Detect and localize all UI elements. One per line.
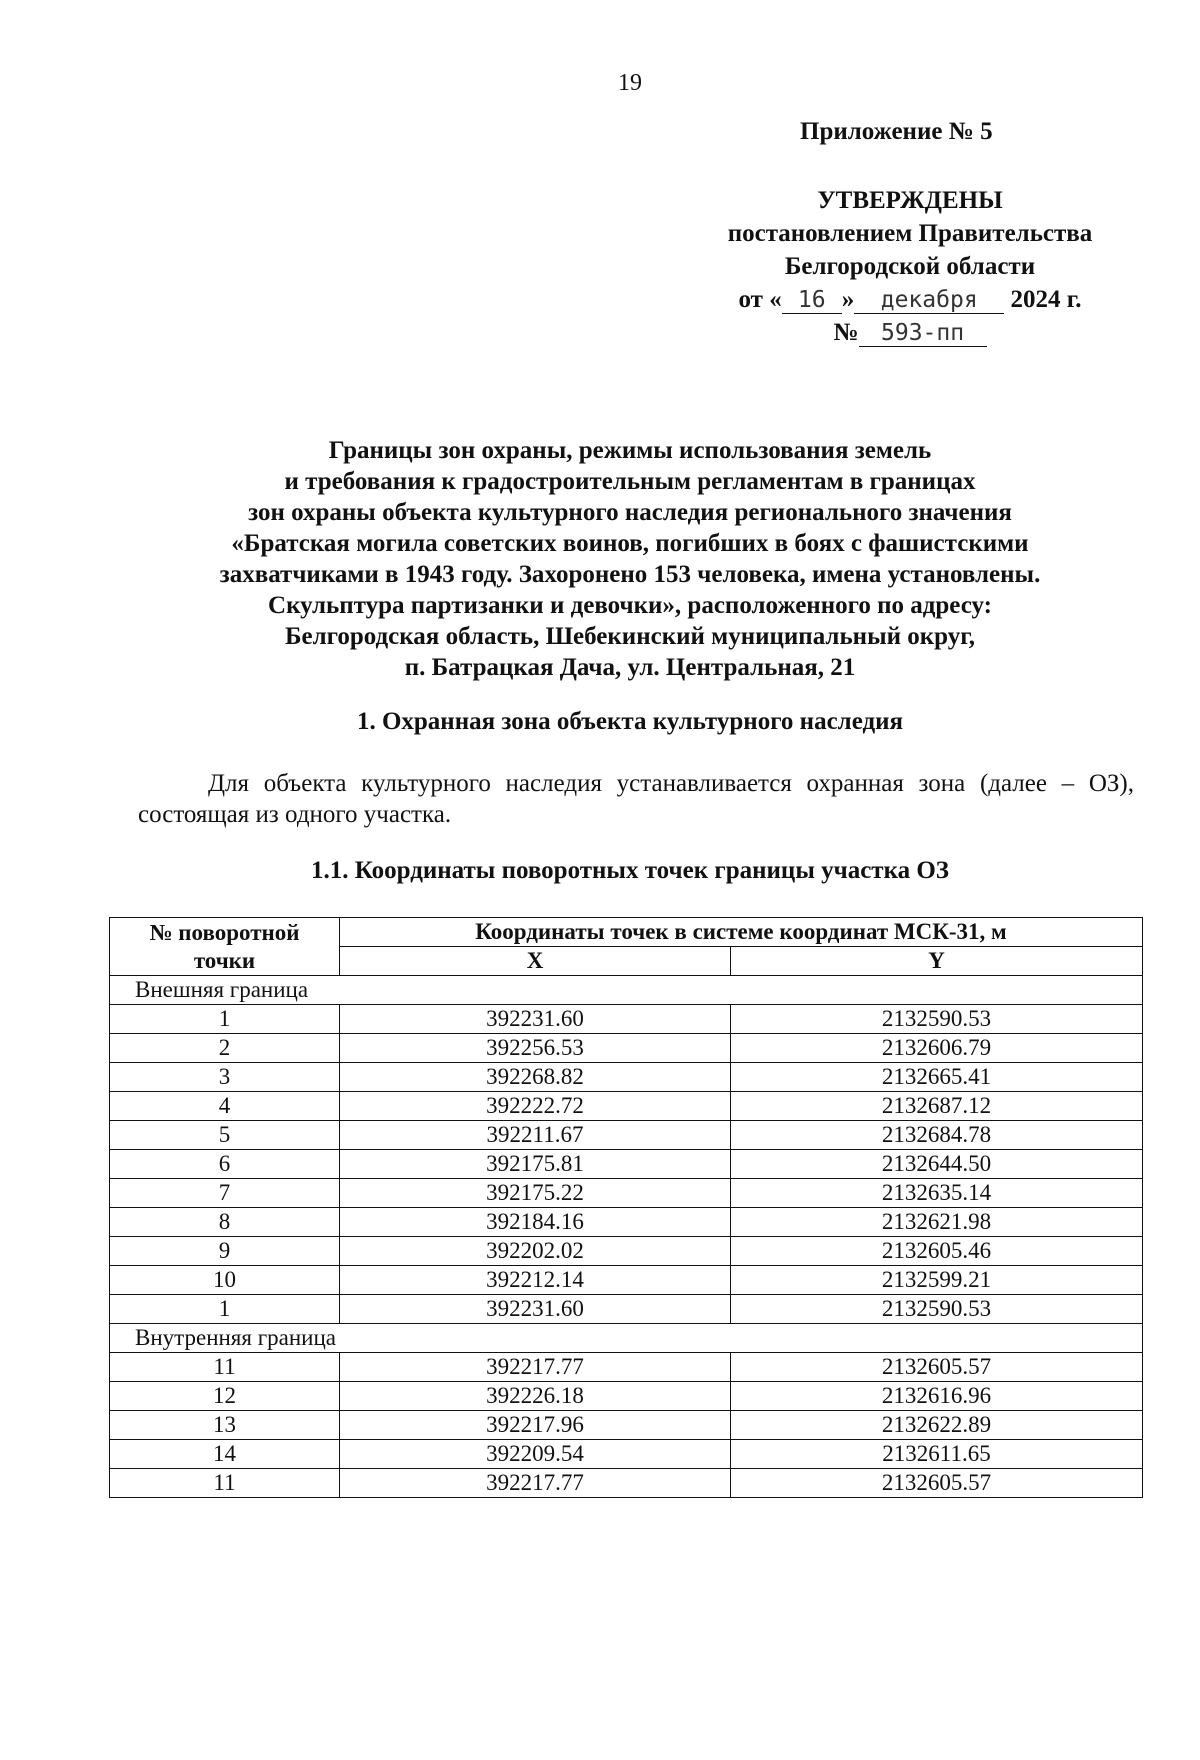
y-coordinate-cell: 2132622.89 <box>731 1411 1143 1440</box>
date-mid: » <box>841 286 855 313</box>
y-coordinate-cell: 2132665.41 <box>731 1063 1143 1092</box>
x-coordinate-cell: 392226.18 <box>340 1382 731 1411</box>
point-number-cell: 6 <box>110 1150 340 1179</box>
point-number-cell: 9 <box>110 1237 340 1266</box>
x-coordinate-cell: 392231.60 <box>340 1295 731 1324</box>
x-coordinate-cell: 392222.72 <box>340 1092 731 1121</box>
y-coordinate-cell: 2132606.79 <box>731 1034 1143 1063</box>
point-number-cell: 8 <box>110 1208 340 1237</box>
x-coordinate-cell: 392217.77 <box>340 1469 731 1498</box>
coordinates-table <box>109 917 1143 1498</box>
point-number-cell: 3 <box>110 1063 340 1092</box>
table-row <box>110 1005 1143 1034</box>
group-row <box>110 1324 1143 1353</box>
point-number-cell: 1 <box>110 1005 340 1034</box>
y-coordinate-cell: 2132644.50 <box>731 1150 1143 1179</box>
table-row <box>110 1121 1143 1150</box>
y-coordinate-cell: 2132621.98 <box>731 1208 1143 1237</box>
x-coordinate-cell: 392202.02 <box>340 1237 731 1266</box>
y-coordinate-cell: 2132590.53 <box>731 1295 1143 1324</box>
point-number-cell: 10 <box>110 1266 340 1295</box>
x-coordinate-cell: 392231.60 <box>340 1005 731 1034</box>
table-row <box>110 1150 1143 1179</box>
point-number-cell: 11 <box>110 1353 340 1382</box>
y-coordinate-cell: 2132605.57 <box>731 1353 1143 1382</box>
table-row <box>110 1034 1143 1063</box>
appendix-label: Приложение № 5 <box>800 118 993 145</box>
title-line: и требования к градостроительным регламентам в границах <box>284 468 976 495</box>
y-coordinate-cell: 2132590.53 <box>731 1005 1143 1034</box>
x-coordinate-cell: 392175.22 <box>340 1179 731 1208</box>
table-row <box>110 1179 1143 1208</box>
approved-region: Белгородской области <box>784 253 1036 280</box>
decree-number: 593-пп <box>859 320 987 347</box>
table-row <box>110 1237 1143 1266</box>
date-month: декабря <box>854 287 1004 314</box>
point-number-cell: 5 <box>110 1121 340 1150</box>
title-line: п. Батрацкая Дача, ул. Центральная, 21 <box>404 654 856 681</box>
title-line: захватчиками в 1943 году. Захоронено 153 человека, имена установлены. <box>219 561 1041 588</box>
table-body <box>110 976 1143 1498</box>
date-year: 2024 г. <box>1010 286 1082 313</box>
title-line: зон охраны объекта культурного наследия регионального значения <box>248 499 1012 526</box>
point-number-cell: 12 <box>110 1382 340 1411</box>
title-line: Белгородская область, Шебекинский муниципальный округ, <box>284 623 976 650</box>
table-row <box>110 1208 1143 1237</box>
approval-date <box>700 283 1120 316</box>
table-row <box>110 1440 1143 1469</box>
y-coordinate-cell: 2132611.65 <box>731 1440 1143 1469</box>
group-label: Внешняя граница <box>110 976 1143 1005</box>
table-row <box>110 1411 1143 1440</box>
title-line: Границы зон охраны, режимы использования земель <box>328 437 932 464</box>
y-coordinate-cell: 2132616.96 <box>731 1382 1143 1411</box>
x-coordinate-cell: 392268.82 <box>340 1063 731 1092</box>
date-prefix: от « <box>738 286 782 313</box>
point-number-cell: 4 <box>110 1092 340 1121</box>
section-1-paragraph: Для объекта культурного наследия устанавливается охранная зона (далее – ОЗ), состоящая из одного участка. <box>138 770 1134 828</box>
y-coordinate-cell: 2132687.12 <box>731 1092 1143 1121</box>
header-point-number <box>110 918 340 976</box>
x-coordinate-cell: 392175.81 <box>340 1150 731 1179</box>
x-coordinate-cell: 392256.53 <box>340 1034 731 1063</box>
table-row <box>110 1382 1143 1411</box>
x-coordinate-cell: 392212.14 <box>340 1266 731 1295</box>
point-number-cell: 7 <box>110 1179 340 1208</box>
header-x: X <box>340 947 731 976</box>
y-coordinate-cell: 2132635.14 <box>731 1179 1143 1208</box>
y-coordinate-cell: 2132605.46 <box>731 1237 1143 1266</box>
document-title <box>110 435 1150 683</box>
table-row <box>110 1266 1143 1295</box>
title-line: «Братская могила советских воинов, погибших в боях с фашистскими <box>231 530 1029 557</box>
y-coordinate-cell: 2132684.78 <box>731 1121 1143 1150</box>
group-label: Внутренняя граница <box>110 1324 1143 1353</box>
approved-heading: УТВЕРЖДЕНЫ <box>817 187 1003 214</box>
table-row <box>110 1353 1143 1382</box>
section-1-heading: 1. Охранная зона объекта культурного наследия <box>356 708 904 735</box>
header-coordinates: Координаты точек в системе координат МСК-31, м <box>340 918 1143 947</box>
header-y: Y <box>731 947 1143 976</box>
title-line: Скульптура партизанки и девочки», расположенного по адресу: <box>268 592 992 619</box>
x-coordinate-cell: 392209.54 <box>340 1440 731 1469</box>
date-day: 16 <box>782 287 842 314</box>
table-row <box>110 1092 1143 1121</box>
x-coordinate-cell: 392217.96 <box>340 1411 731 1440</box>
point-number-cell: 11 <box>110 1469 340 1498</box>
page-number: 19 <box>618 70 642 96</box>
point-number-cell: 13 <box>110 1411 340 1440</box>
point-number-cell: 2 <box>110 1034 340 1063</box>
y-coordinate-cell: 2132605.57 <box>731 1469 1143 1498</box>
table-row <box>110 1063 1143 1092</box>
approval-number <box>700 316 1120 349</box>
table-row <box>110 1469 1143 1498</box>
approved-by-line: постановлением Правительства <box>727 220 1093 247</box>
number-prefix: № <box>833 319 859 346</box>
x-coordinate-cell: 392211.67 <box>340 1121 731 1150</box>
section-1-1-heading: 1.1. Координаты поворотных точек границы участка ОЗ <box>311 857 949 884</box>
header-point-text: № поворотной точки <box>149 919 300 973</box>
x-coordinate-cell: 392217.77 <box>340 1353 731 1382</box>
group-row <box>110 976 1143 1005</box>
table-row <box>110 1295 1143 1324</box>
point-number-cell: 14 <box>110 1440 340 1469</box>
approval-block <box>700 184 1120 349</box>
point-number-cell: 1 <box>110 1295 340 1324</box>
y-coordinate-cell: 2132599.21 <box>731 1266 1143 1295</box>
x-coordinate-cell: 392184.16 <box>340 1208 731 1237</box>
